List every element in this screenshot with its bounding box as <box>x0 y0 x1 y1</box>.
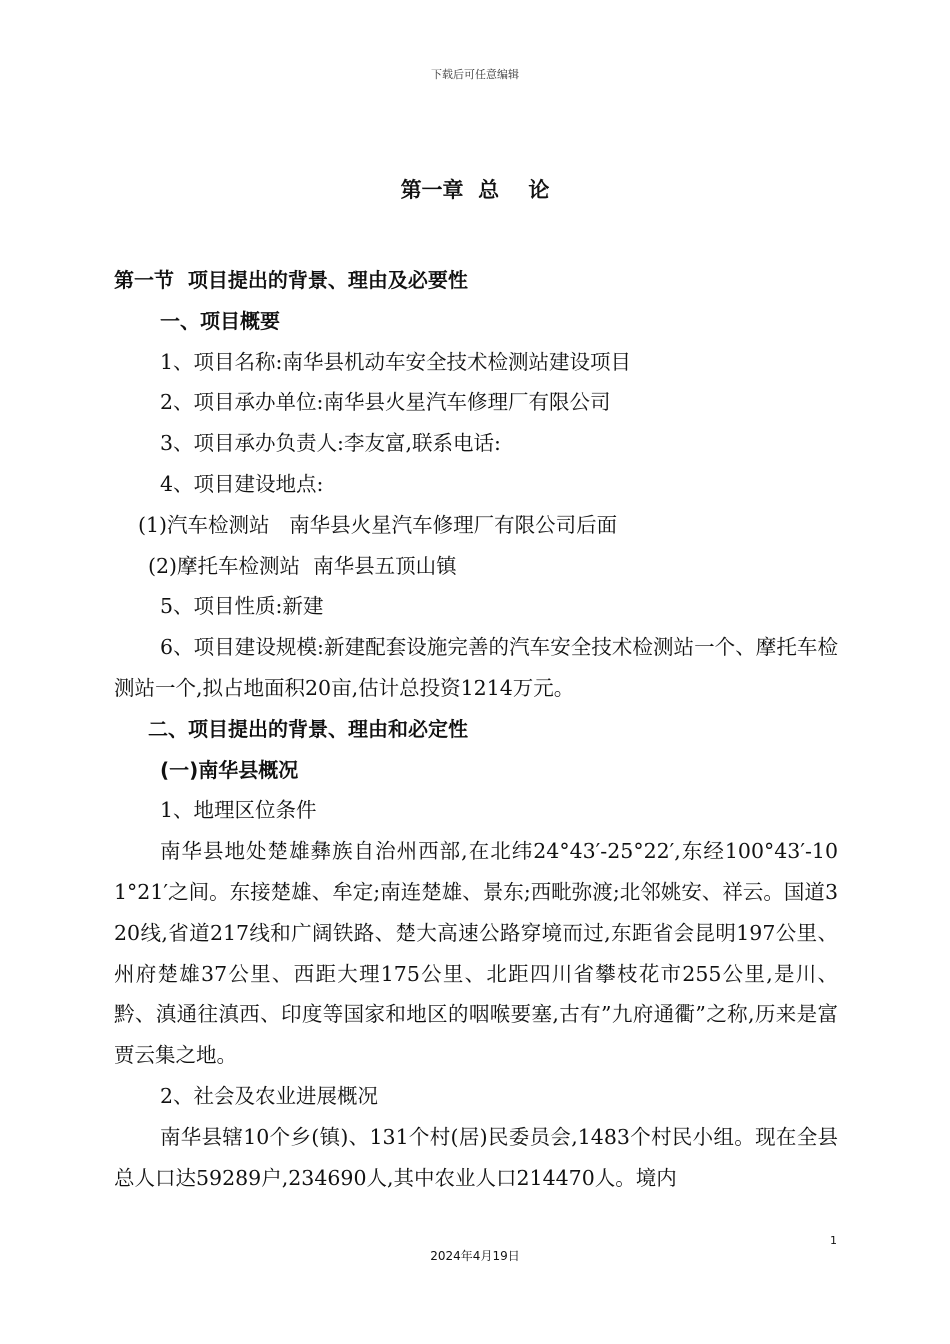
item-project-scale: 6、项目建设规模:新建配套设施完善的汽车安全技术检测站一个、摩托车检测站一个,拟占地面积20亩,估计总投资1214万元。 <box>114 635 838 700</box>
geo-heading: 1、地理区位条件 <box>160 798 317 823</box>
chapter-title: 第一章 总 论 <box>400 178 550 202</box>
body-text <box>114 260 838 1198</box>
item-project-unit: 2、项目承办单位:南华县火星汽车修理厂有限公司 <box>160 390 611 415</box>
footer-date: 2024年4月19日 <box>430 1249 520 1263</box>
subsection-title-background: 二、项目提出的背景、理由和必定性 <box>148 716 468 741</box>
item-project-location: 4、项目建设地点: <box>160 471 324 496</box>
social-heading: 2、社会及农业进展概况 <box>160 1083 379 1108</box>
item-project-contact: 3、项目承办负责人:李友富,联系电话: <box>160 431 501 456</box>
item-location-moto-station: (2)摩托车检测站 南华县五顶山镇 <box>148 553 457 578</box>
item-location-car-station: (1)汽车检测站 南华县火星汽车修理厂有限公司后面 <box>138 512 618 537</box>
page-number: 1 <box>830 1234 837 1247</box>
section-title: 第一节 项目提出的背景、理由及必要性 <box>114 268 468 292</box>
header-note: 下载后可任意编辑 <box>431 68 519 81</box>
social-paragraph: 南华县辖10个乡(镇)、131个村(居)民委员会,1483个村民小组。现在全县总人口达59289户,234690人,其中农业人口214470人。境内 <box>114 1124 838 1190</box>
geo-paragraph: 南华县地处楚雄彝族自治州西部,在北纬24°43′-25°22′,东经100°43′-101°21′之间。东接楚雄、牟定;南连楚雄、景东;西毗弥渡;北邻姚安、祥云。国道320线,省道217线和广阔铁路、楚大高速公路穿境而过,东距省会昆明197公里、州府楚雄37公里、西距大理175公里、北距四川省攀枝花市255公里,是川、黔、滇通往滇西、印度等国家和地区的咽喉要塞,古有”九府通衢”之称,历来是富贾云集之地。 <box>114 839 838 1068</box>
item-project-name: 1、项目名称:南华县机动车安全技术检测站建设项目 <box>160 349 631 374</box>
subsection-title-county: (一)南华县概况 <box>160 757 299 782</box>
item-project-nature: 5、项目性质:新建 <box>160 594 324 619</box>
subsection-title-overview: 一、项目概要 <box>160 308 280 333</box>
